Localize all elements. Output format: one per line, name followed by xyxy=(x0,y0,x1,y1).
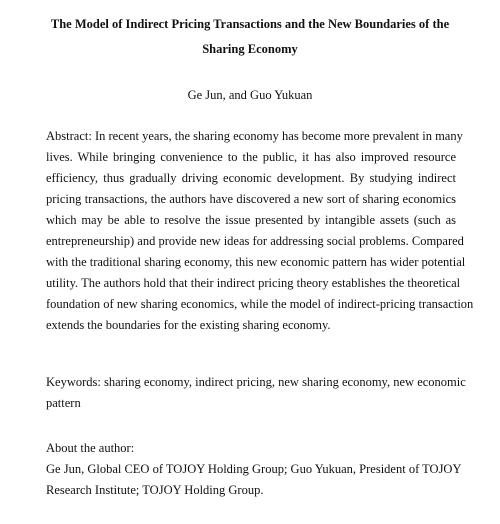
paper-title-line-2: Sharing Economy xyxy=(202,42,298,56)
paper-title xyxy=(40,12,460,62)
abstract-line: lives. While bringing convenience to the public, it has also improved resource xyxy=(46,150,456,164)
abstract-line: foundation of new sharing economics, while the model of indirect-pricing transaction xyxy=(46,297,474,311)
abstract-line: extends the boundaries for the existing sharing economy. xyxy=(46,318,331,332)
paper-title-line-1: The Model of Indirect Pricing Transactions and the New Boundaries of the xyxy=(50,17,450,31)
keywords-line: pattern xyxy=(46,396,81,410)
about-author-heading-text: About the author: xyxy=(46,441,135,455)
abstract-line: pricing transactions, the authors have discovered a new sort of sharing economics xyxy=(46,192,456,206)
abstract-line: with the traditional sharing economy, this new economic pattern has wider potential xyxy=(46,255,466,269)
about-author-heading xyxy=(46,438,456,459)
abstract-line: entrepreneurship) and provide new ideas for addressing social problems. Compared xyxy=(46,234,464,248)
paper-authors: Ge Jun, and Guo Yukuan xyxy=(187,88,313,102)
abstract-line: utility. The authors hold that their indirect pricing theory establishes the theoretical xyxy=(46,276,461,290)
abstract-line: efficiency, thus gradually driving economic development. By studying indirect xyxy=(46,171,456,185)
about-author-line: Research Institute; TOJOY Holding Group. xyxy=(46,483,264,497)
keywords-line: Keywords: sharing economy, indirect pricing, new sharing economy, new economic xyxy=(46,375,466,389)
abstract-line: which may be able to resolve the issue presented by intangible assets (such as xyxy=(46,213,456,227)
keywords-paragraph xyxy=(46,372,466,414)
about-author-paragraph xyxy=(46,459,462,501)
abstract-line: Abstract: In recent years, the sharing economy has become more prevalent in many xyxy=(46,129,463,143)
about-author-line: Ge Jun, Global CEO of TOJOY Holding Group; Guo Yukuan, President of TOJOY xyxy=(46,462,462,476)
abstract-paragraph xyxy=(46,126,474,336)
